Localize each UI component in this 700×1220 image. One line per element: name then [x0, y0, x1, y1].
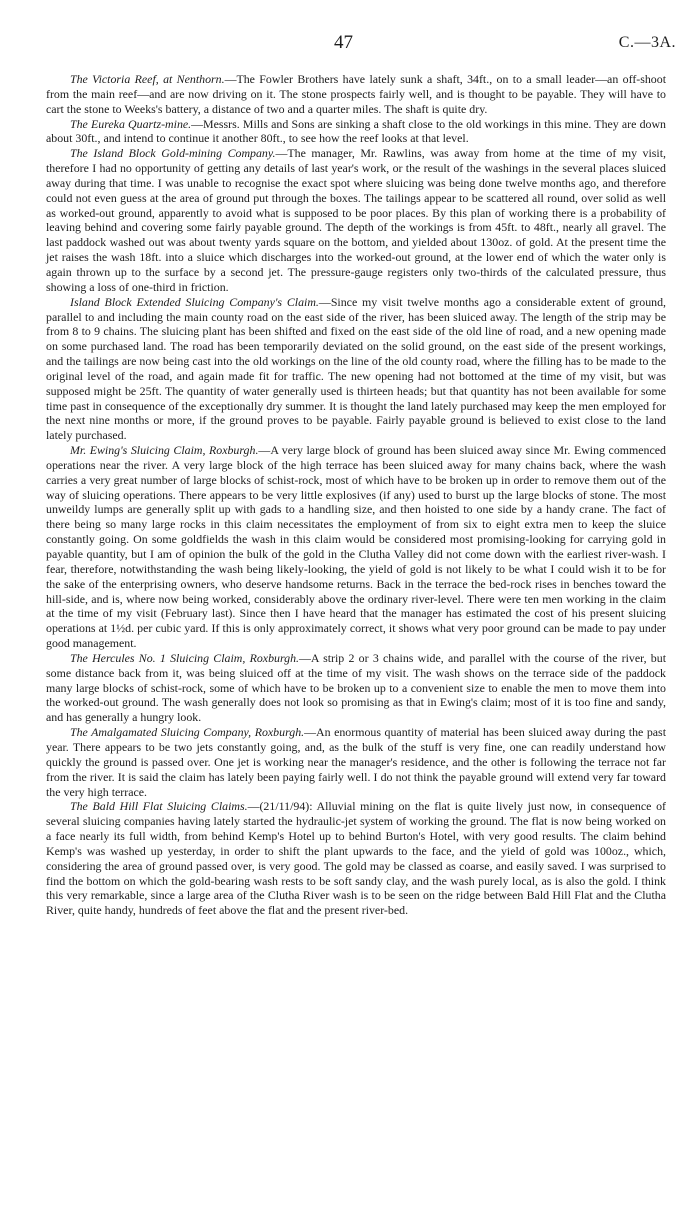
- page-header: [0, 30, 700, 58]
- paragraph-text: —An enormous quantity of material has been sluiced away during the past year. There appears to be two jets constantly going, and, as the bulk of the stuff is very fine, one can readily understand how quickly the ground is passed over. One jet is working near the manager's residence, and the other is following the terrace not far from the river. It is said the claim has lately been paying fairly well. I do not think the payable ground will extend very far toward the very high terrace.: [46, 725, 666, 799]
- paragraph-text: —Since my visit twelve months ago a considerable extent of ground, parallel to and including the main county road on the east side of the river, has been sluiced away. The length of the strip may be from 8 to 9 chains. The sluicing plant has been shifted and fixed on the east side of the old line of road, and a new opening made on some purchased land. The road has been temporarily deviated on the solid ground, on the east side of the present workings, and the tailings are now being cast into the old workings on the line of the old county road, where the filling has to be made to the original level of the road, and again made fit for traffic. The new opening had not bottomed at the time of my visit, but was supposed might be 25ft. The quantity of water generally used is thirteen heads; but that quantity has not been available for some time past in consequence of the exceptionally dry summer. It is thought the land lately purchased may keep the men employed for the next nine months or more, if the ground proves to be payable. Fairly payable ground is believed to exist close to the land lately purchased.: [46, 294, 667, 443]
- page-number: 47: [334, 32, 353, 53]
- paragraph-title: The Island Block Gold-mining Company.: [70, 146, 276, 161]
- paragraph-title: Mr. Ewing's Sluicing Claim, Roxburgh.: [70, 443, 259, 458]
- document-reference: C.—3A.: [618, 34, 676, 51]
- paragraph-ewing-claim: [46, 443, 666, 651]
- paragraph-island-block: [46, 146, 666, 294]
- paragraph-island-block-extended: [46, 295, 666, 443]
- report-body: [46, 72, 666, 918]
- paragraph-title: The Victoria Reef, at Nenthorn.: [70, 72, 225, 86]
- paragraph-text: —Messrs. Mills and Sons are sinking a shaft close to the old workings in this mine. They are down about 30ft., and intend to continue it another 80ft., to see how the reef looks at that level.: [46, 116, 667, 146]
- paragraph-amalgamated-company: [46, 725, 666, 799]
- paragraph-title: The Bald Hill Flat Sluicing Claims.: [70, 799, 248, 814]
- paragraph-title: The Eureka Quartz-mine.: [70, 116, 192, 131]
- paragraph-eureka-quartz-mine: [46, 117, 666, 147]
- paragraph-text: —The manager, Mr. Rawlins, was away from home at the time of my visit, therefore I had no opportunity of getting any details of last year's work, or the result of the washings in the several places sluiced away during that time. I was unable to recognise the exact spot where sluicing was being done twelve months ago, and therefore could not even guess at the area of ground put through the boxes. The tailings appear to be scattered all round, over solid as well as worked-out ground, apparently to avoid what is supposed to be poor places. By this plan of working there is a probability of leaving behind and covering some fairly payable ground. The depth of the workings is from 45ft. to 48ft., nearly all gravel. The last paddock washed out was about twenty yards square on the bottom, and yielded about 130oz. of gold. At the present time the jet raises the wash 18ft. into a sluice which discharges into the worked-out ground, at the lower end of which the water only is again thrown up to the surface by a second jet. The pressure-gauge registers only two-thirds of the calculated pressure, thus showing a loss of one-third in friction.: [46, 146, 667, 294]
- paragraph-text: —A strip 2 or 3 chains wide, and parallel with the course of the river, but some distance back from it, was being sluiced off at the time of my visit. The wash shows on the terrace side of the paddock many large blocks of schist-rock, some of which have to be broken up to a convenient size to enable the men to move them into the worked-out ground. The wash generally does not look so promising as that in Ewing's claim; most of it is too fine and sandy, and has generally a hungry look.: [46, 650, 666, 725]
- paragraph-title: The Amalgamated Sluicing Company, Roxburgh.: [70, 725, 305, 740]
- paragraph-bald-hill-flat: [46, 799, 666, 918]
- paragraph-text: —The Fowler Brothers have lately sunk a shaft, 34ft., on to a small leader—an off-shoot from the main reef—and are now driving on it. The stone prospects fairly well, and is thought to be payable. They will have to cart the stone to Weeks's battery, a distance of two and a quarter miles. The shaft is quite dry.: [46, 72, 666, 116]
- paragraph-text: —A very large block of ground has been sluiced away since Mr. Ewing commenced operations near the river. A very large block of the high terrace has been sluiced away for many chains back, where the wash carries a very great number of large blocks of schist-rock, most of which have to be broken up in order to remove them out of the way of sluicing operations. There appears to be very little explosives (if any) used to burst up the large blocks of stone. The most unweildy lumps are generally split up with gads to a handling size, and then hoisted to one side by a handy crane. The fact of there being so many large rocks in this claim necessitates the employment of from six to eight extra men to keep the sluice constantly going. On some goldfields the wash in this claim would be considered most promising-looking for carrying gold in payable quantity, but I am of opinion the bulk of the gold in the Clutha Valley did not come down with the earliest river-wash. I fear, therefore, notwithstanding the wash being likely-looking, the yield of gold is not likely to be what I could wish it to be for the sake of the enterprising owners, who deserve handsome returns. Back in the terrace the bed-rock rises in benches toward the hill-side, and is, where now being worked, considerably above the ordinary river-level. There were ten men working in the claim at the time of my visit (February last). Since then I have heard that the manager has estimated the cost of his present sluicing operations at 1½d. per cubic yard. If this is only approximately correct, it shows what very poor ground can be made to pay under good management.: [46, 443, 667, 651]
- paragraph-title: The Hercules No. 1 Sluicing Claim, Roxburgh.: [70, 650, 300, 665]
- paragraph-hercules-claim: [46, 651, 666, 725]
- paragraph-text: —(21/11/94): Alluvial mining on the flat is quite lively just now, in consequence of several sluicing companies having lately started the hydraulic-jet system of working the ground. The flat is now being worked on a face nearly its full width, from behind Kemp's Hotel up to behind Burton's Hotel, with very good results. The claim behind Kemp's was washed up yesterday, in order to shift the plant upwards to the face, and the yield of gold was 100oz., which, considering the area of ground passed over, is very good. The gold may be classed as coarse, and easily saved. I was surprised to find the bottom on which the gold-bearing wash rests to be soft sandy clay, and the wash purely local, as is also the gold. I think this very remarkable, since a large area of the Clutha River wash is to be seen on the ridge between Bald Hill Flat and the Clutha River, quite handy, hundreds of feet above the flat and the present river-bed.: [46, 799, 666, 918]
- paragraph-title: Island Block Extended Sluicing Company's Claim.: [70, 294, 319, 309]
- paragraph-victoria-reef: [46, 72, 666, 117]
